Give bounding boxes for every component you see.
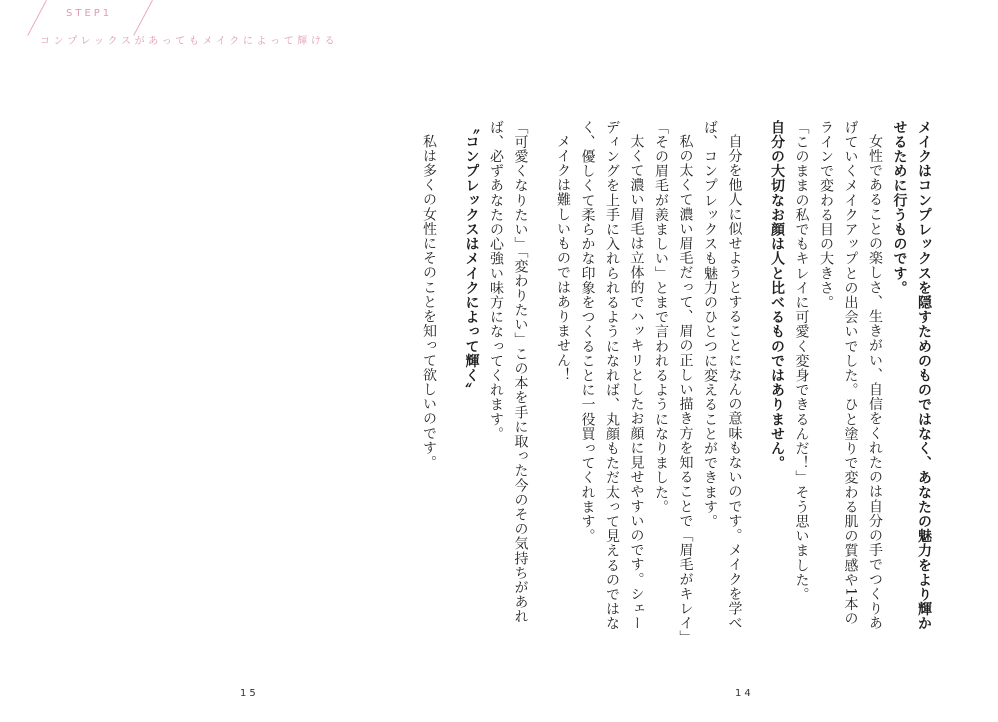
step-label: STEP1 bbox=[66, 8, 113, 19]
header-slash-right bbox=[133, 0, 153, 36]
paragraph-3: 自分を他人に似せようとすることになんの意味もないのです。メイクを学べば、コンプレックスも魅力のひとつに変えることができます。 bbox=[702, 120, 743, 631]
paragraph-7: 「可愛くなりたい」「変わりたい」この本を手に取った今のその気持ちがあれば、必ずあなたの心強い味方になってくれます。 bbox=[488, 120, 529, 624]
paragraph-1: 女性であることの楽しさ、生きがい、自信をくれたのは自分の手でつくりあげていくメイクアップとの出会いでした。ひと塗りで変わる肌の質感や1本のラインで変わる目の大きさ。 bbox=[818, 120, 883, 631]
heading-3: 〝コンプレックスはメイクによって輝く〟 bbox=[463, 120, 480, 398]
vertical-body-text bbox=[196, 120, 936, 640]
heading-2: 自分の大切なお顔は人と比べるものではありません。 bbox=[769, 120, 785, 471]
paragraph-4: 私の太くて濃い眉毛だって、眉の正しい描き方を知ることで「眉毛がキレイ」「その眉毛が羨ましい」とまで言われるようになりました。 bbox=[653, 120, 694, 638]
heading-1: メイクはコンプレックスを隠すためのものではなく、あなたの魅力をより輝かせるために行うものです。 bbox=[891, 120, 932, 631]
paragraph-6: メイクは難しいものではありません！ bbox=[555, 134, 571, 383]
page-number-right: 14 bbox=[735, 688, 754, 699]
paragraph-2: 「このままの私でもキレイに可愛く変身できるんだ！」そう思いました。 bbox=[793, 120, 810, 602]
page-number-left: 15 bbox=[240, 688, 259, 699]
paragraph-8: 私は多くの女性にそのことを知って欲しいのです。 bbox=[421, 134, 437, 470]
header-slash-left bbox=[27, 0, 47, 36]
paragraph-5: 太くて濃い眉毛は立体的でハッキリとしたお顔に見せやすいのです。シェーディングを上手に入れられるようになれば、丸顔もただ太って見えるのではなく、優しくて柔らかな印象をつくることに一役買ってくれます。 bbox=[579, 120, 645, 631]
chapter-subtitle: コンプレックスがあってもメイクによって輝ける bbox=[40, 36, 339, 47]
